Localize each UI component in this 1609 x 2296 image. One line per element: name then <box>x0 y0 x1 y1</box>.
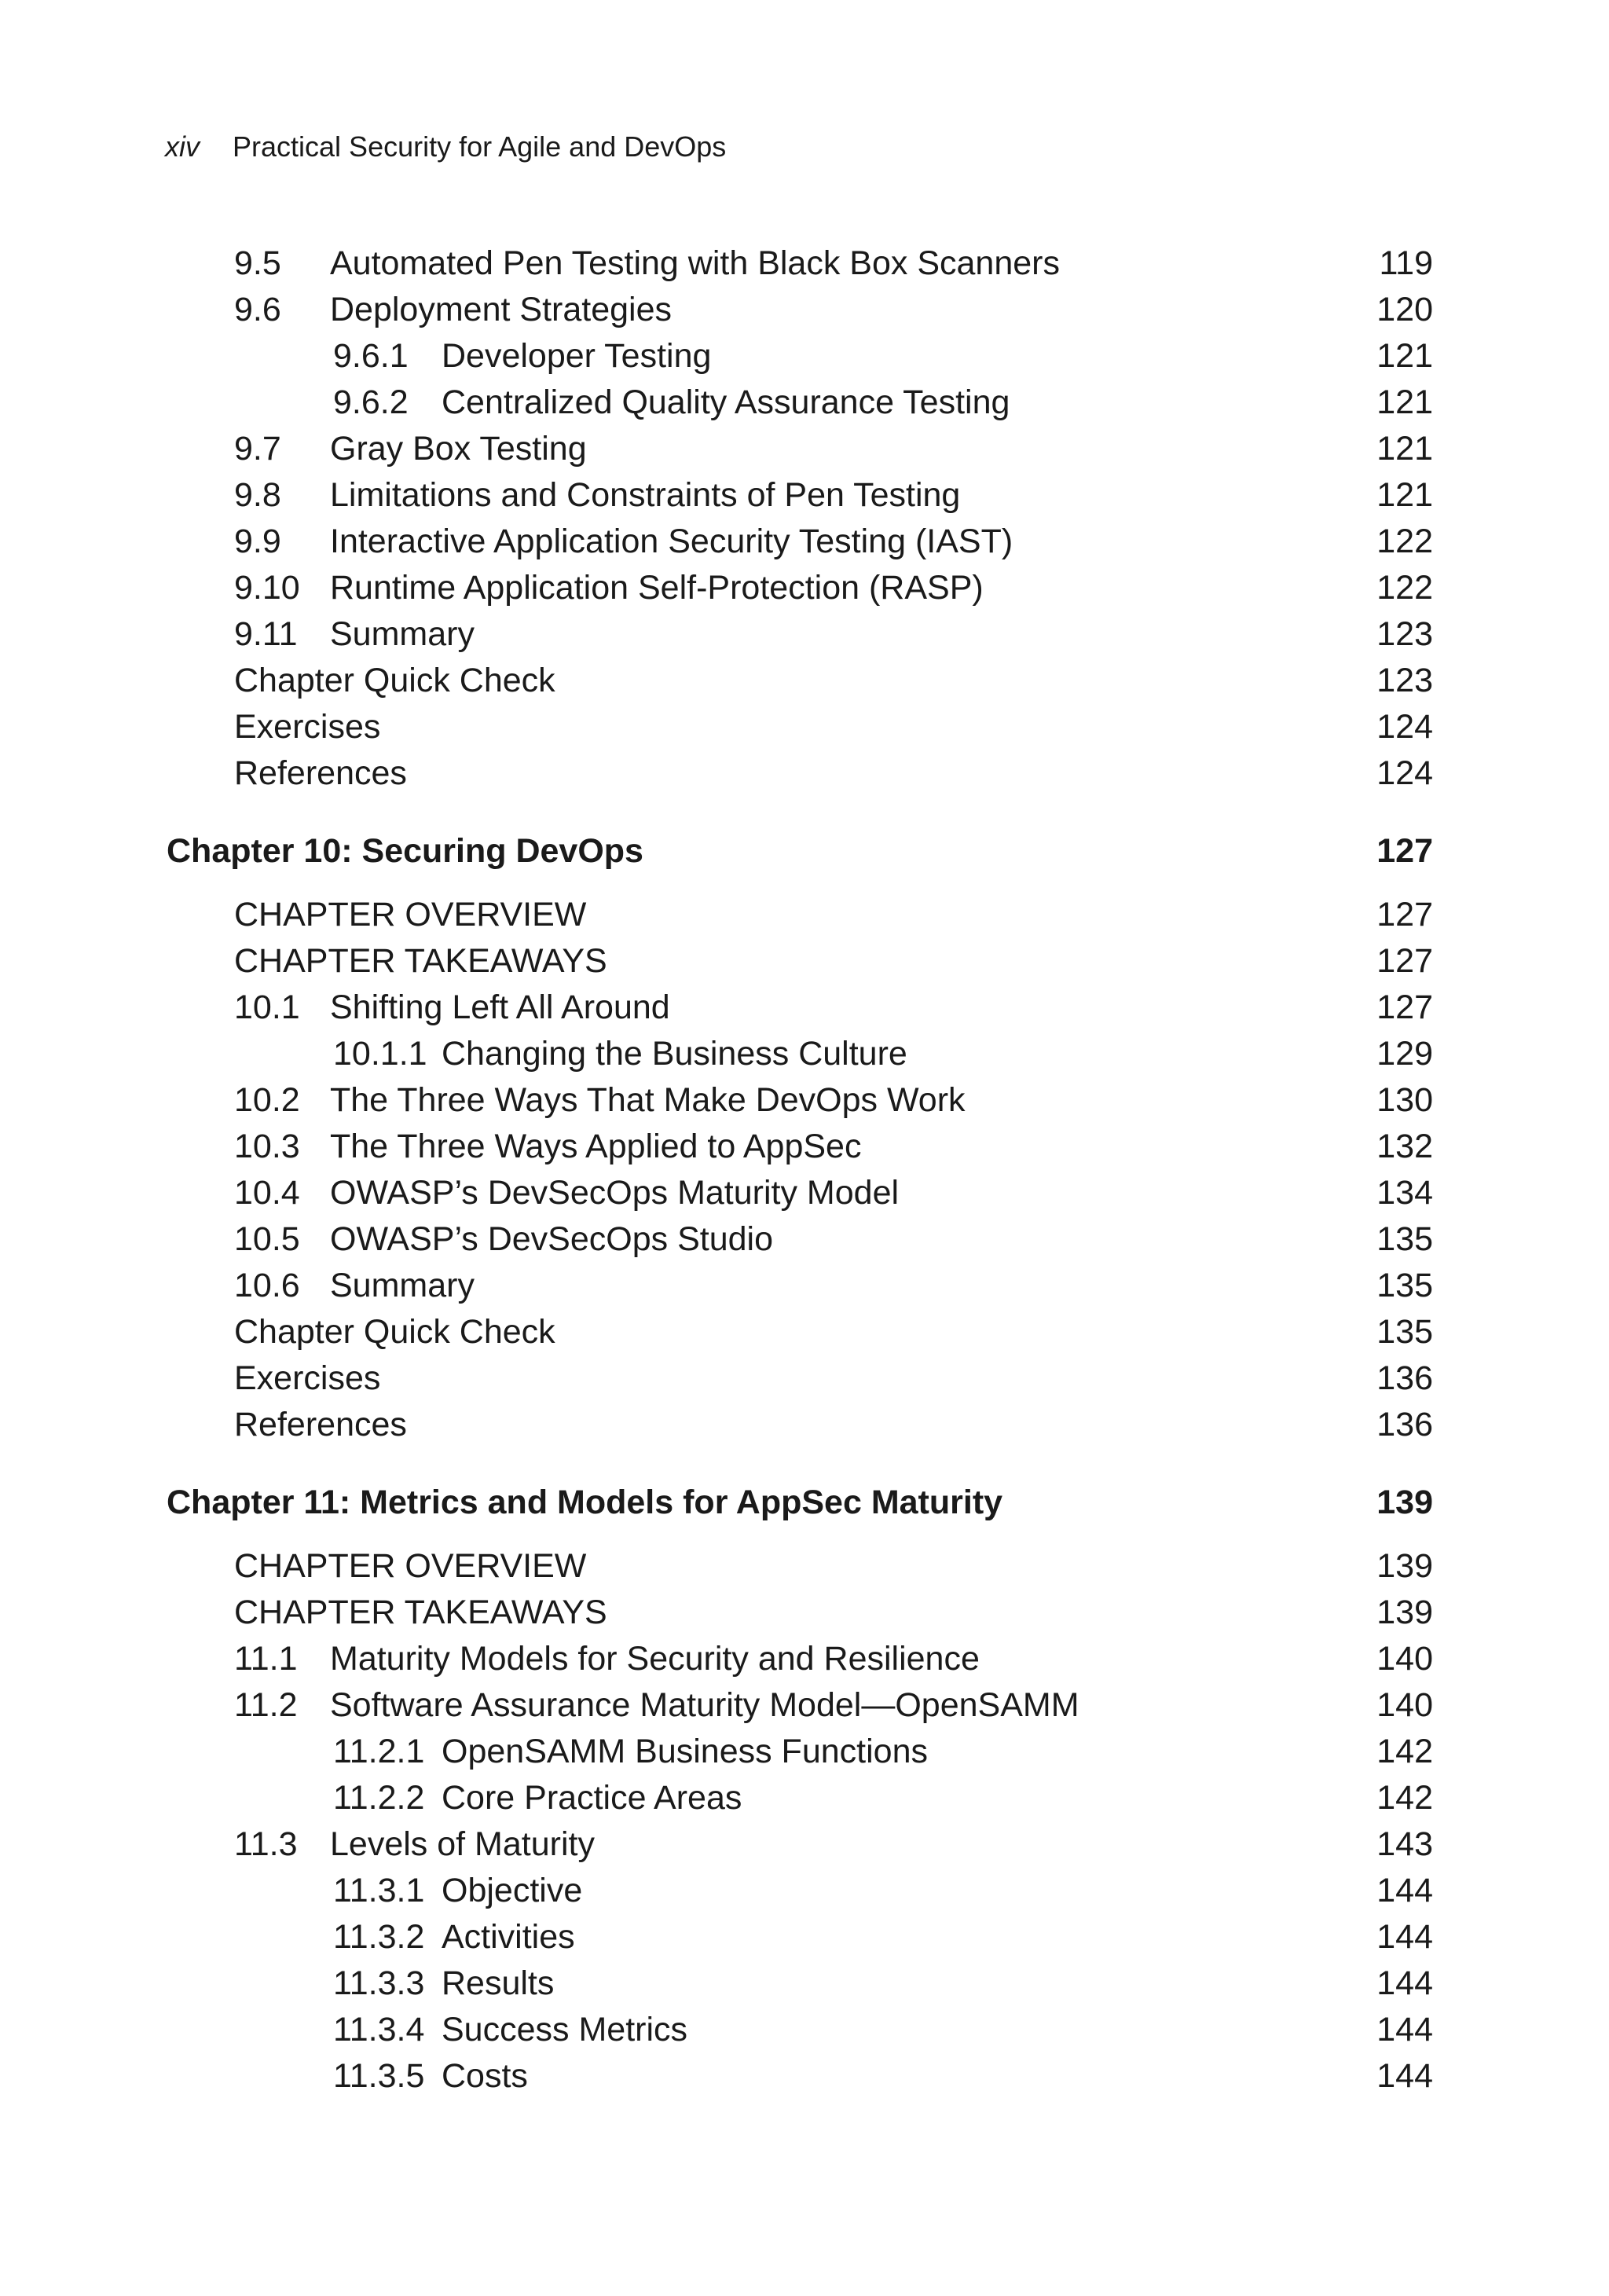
toc-entry-title: Deployment Strategies <box>330 291 672 328</box>
toc-entry-title: CHAPTER OVERVIEW <box>234 896 587 933</box>
toc-entry-title: Automated Pen Testing with Black Box Scanners <box>330 244 1060 282</box>
toc-entry-number: 10.3 <box>234 1128 300 1165</box>
toc-entry-title: OWASP’s DevSecOps Maturity Model <box>330 1174 900 1212</box>
toc-entry-title: Software Assurance Maturity Model—OpenSAMM <box>330 1686 1079 1724</box>
toc-entry-title: Developer Testing <box>442 337 712 375</box>
toc-entry <box>0 1355 1609 1401</box>
toc-entry <box>0 472 1609 518</box>
toc-entry <box>0 1729 1609 1774</box>
toc-entry-number: 9.10 <box>234 569 300 607</box>
toc-entry-title: Gray Box Testing <box>330 430 587 468</box>
toc-entry-title: Changing the Business Culture <box>442 1035 907 1073</box>
toc-page-number: 124 <box>1376 754 1433 792</box>
toc-entry-title: Chapter 11: Metrics and Models for AppSec Maturity <box>167 1484 1003 1521</box>
toc-entry-title: Core Practice Areas <box>442 1779 742 1817</box>
toc-entry <box>0 380 1609 425</box>
toc-entry-number: 10.4 <box>234 1174 300 1212</box>
toc-entry <box>0 750 1609 796</box>
toc-entry-title: Success Metrics <box>442 2011 688 2048</box>
toc-entry <box>0 1402 1609 1447</box>
toc-page-number: 127 <box>1376 942 1433 980</box>
toc-page-number: 134 <box>1376 1174 1433 1212</box>
toc-entry-title: Limitations and Constraints of Pen Testing <box>330 476 961 514</box>
toc-entry <box>0 1868 1609 1913</box>
toc-entry-number: 11.3.5 <box>333 2057 425 2095</box>
toc-entry <box>0 333 1609 379</box>
toc-entry-number: 11.3 <box>234 1825 298 1863</box>
toc-page-number: 123 <box>1376 615 1433 653</box>
toc-page-number: 139 <box>1376 1594 1433 1631</box>
toc-entry-number: 11.2.1 <box>333 1733 425 1770</box>
toc-entry <box>0 1170 1609 1216</box>
toc-entry-number: 10.5 <box>234 1220 300 1258</box>
toc-entry <box>0 704 1609 750</box>
toc-entry <box>0 1031 1609 1076</box>
toc-entry <box>0 2007 1609 2052</box>
toc-entry-number: 9.6.1 <box>333 337 409 375</box>
toc-entry <box>0 985 1609 1030</box>
toc-entry-title: Maturity Models for Security and Resilience <box>330 1640 980 1678</box>
toc-page-number: 135 <box>1376 1313 1433 1351</box>
toc-entry <box>0 1636 1609 1682</box>
toc-entry-number: 10.2 <box>234 1081 300 1119</box>
running-title: Practical Security for Agile and DevOps <box>233 130 727 163</box>
toc-chapter-heading <box>0 1480 1609 1525</box>
toc-entry-number: 11.3.3 <box>333 1964 425 2002</box>
toc-entry-title: Interactive Application Security Testing (IAST) <box>330 523 1013 560</box>
toc-page-number: 140 <box>1376 1686 1433 1724</box>
toc-page-number: 139 <box>1376 1547 1433 1585</box>
toc-entry <box>0 2053 1609 2099</box>
toc-entry-number: 9.11 <box>234 615 298 653</box>
toc-page-number: 139 <box>1376 1484 1433 1521</box>
toc-entry-title: Exercises <box>234 1359 381 1397</box>
toc-entry-title: Results <box>442 1964 555 2002</box>
toc-entry-title: Levels of Maturity <box>330 1825 595 1863</box>
toc-entry <box>0 519 1609 564</box>
toc-page-number: 120 <box>1376 291 1433 328</box>
toc-entry-title: Summary <box>330 1267 475 1304</box>
toc-entry <box>0 565 1609 611</box>
toc-page-number: 144 <box>1376 1918 1433 1956</box>
toc-entry <box>0 426 1609 471</box>
toc-entry <box>0 1263 1609 1308</box>
toc-entry <box>0 1821 1609 1867</box>
toc-entry-title: OWASP’s DevSecOps Studio <box>330 1220 773 1258</box>
toc-entry-title: The Three Ways Applied to AppSec <box>330 1128 862 1165</box>
toc-entry-title: Exercises <box>234 708 381 746</box>
toc-entry <box>0 1543 1609 1589</box>
toc-entry-number: 11.3.4 <box>333 2011 425 2048</box>
toc-page-number: 135 <box>1376 1220 1433 1258</box>
toc-page-number: 135 <box>1376 1267 1433 1304</box>
toc-entry <box>0 1682 1609 1728</box>
toc-page-number: 136 <box>1376 1406 1433 1443</box>
toc-entry-title: Summary <box>330 615 475 653</box>
toc-entry-title: CHAPTER TAKEAWAYS <box>234 1594 607 1631</box>
toc-page-number: 143 <box>1376 1825 1433 1863</box>
toc-entry-number: 10.1 <box>234 988 300 1026</box>
toc-page-number: 122 <box>1376 523 1433 560</box>
toc-page-number: 132 <box>1376 1128 1433 1165</box>
toc-entry-title: Chapter 10: Securing DevOps <box>167 832 643 870</box>
toc-page-number: 142 <box>1376 1779 1433 1817</box>
toc-page-number: 121 <box>1376 337 1433 375</box>
toc-entry-number: 11.2.2 <box>333 1779 425 1817</box>
toc-entry <box>0 938 1609 984</box>
toc-page-number: 140 <box>1376 1640 1433 1678</box>
toc-entry-number: 9.5 <box>234 244 281 282</box>
toc-chapter-heading <box>0 828 1609 874</box>
toc-entry-title: Runtime Application Self-Protection (RASP) <box>330 569 984 607</box>
page-folio: xiv <box>165 130 200 163</box>
toc-entry-title: Chapter Quick Check <box>234 662 555 699</box>
toc-entry <box>0 1077 1609 1123</box>
toc-entry-title: CHAPTER OVERVIEW <box>234 1547 587 1585</box>
toc-entry-number: 9.7 <box>234 430 281 468</box>
toc-page-number: 124 <box>1376 708 1433 746</box>
toc-page-number: 142 <box>1376 1733 1433 1770</box>
toc-entry-number: 11.3.1 <box>333 1872 425 1909</box>
toc-page-number: 144 <box>1376 1872 1433 1909</box>
toc-page-number: 122 <box>1376 569 1433 607</box>
toc-entry-title: OpenSAMM Business Functions <box>442 1733 928 1770</box>
toc-entry <box>0 1914 1609 1960</box>
toc-page-number: 144 <box>1376 1964 1433 2002</box>
toc-page-number: 127 <box>1376 988 1433 1026</box>
toc-page-number: 127 <box>1376 832 1433 870</box>
toc-entry <box>0 892 1609 937</box>
toc-entry-title: Costs <box>442 2057 528 2095</box>
toc-entry <box>0 287 1609 332</box>
toc-entry <box>0 1960 1609 2006</box>
toc-page-number: 119 <box>1379 244 1433 282</box>
toc-entry <box>0 1590 1609 1635</box>
toc-entry <box>0 240 1609 286</box>
toc-entry-number: 11.3.2 <box>333 1918 425 1956</box>
toc-entry <box>0 1309 1609 1355</box>
toc-entry-title: Centralized Quality Assurance Testing <box>442 383 1010 421</box>
toc-entry <box>0 1775 1609 1821</box>
toc-entry-title: The Three Ways That Make DevOps Work <box>330 1081 966 1119</box>
toc-entry-number: 10.6 <box>234 1267 300 1304</box>
toc-entry-number: 9.6.2 <box>333 383 409 421</box>
toc-page-number: 136 <box>1376 1359 1433 1397</box>
toc-entry-title: References <box>234 1406 407 1443</box>
toc-page-number: 121 <box>1376 430 1433 468</box>
toc-entry <box>0 658 1609 703</box>
toc-entry-title: Activities <box>442 1918 575 1956</box>
toc-page-number: 144 <box>1376 2011 1433 2048</box>
toc-page-number: 121 <box>1376 383 1433 421</box>
toc-entry-number: 10.1.1 <box>333 1035 427 1073</box>
toc-entry <box>0 1124 1609 1169</box>
toc-entry-number: 9.8 <box>234 476 281 514</box>
toc-entry <box>0 611 1609 657</box>
toc-entry-number: 9.9 <box>234 523 281 560</box>
toc-page-number: 144 <box>1376 2057 1433 2095</box>
toc-page-number: 129 <box>1376 1035 1433 1073</box>
toc-page-number: 123 <box>1376 662 1433 699</box>
toc-page-number: 127 <box>1376 896 1433 933</box>
toc-page-number: 121 <box>1376 476 1433 514</box>
toc-page-number: 130 <box>1376 1081 1433 1119</box>
toc-entry-title: Shifting Left All Around <box>330 988 670 1026</box>
toc-entry-title: Chapter Quick Check <box>234 1313 555 1351</box>
toc-entry-number: 11.1 <box>234 1640 298 1678</box>
toc-entry-title: Objective <box>442 1872 583 1909</box>
toc-entry-title: CHAPTER TAKEAWAYS <box>234 942 607 980</box>
toc-entry <box>0 1216 1609 1262</box>
toc-entry-number: 9.6 <box>234 291 281 328</box>
toc-entry-number: 11.2 <box>234 1686 298 1724</box>
toc-entry-title: References <box>234 754 407 792</box>
